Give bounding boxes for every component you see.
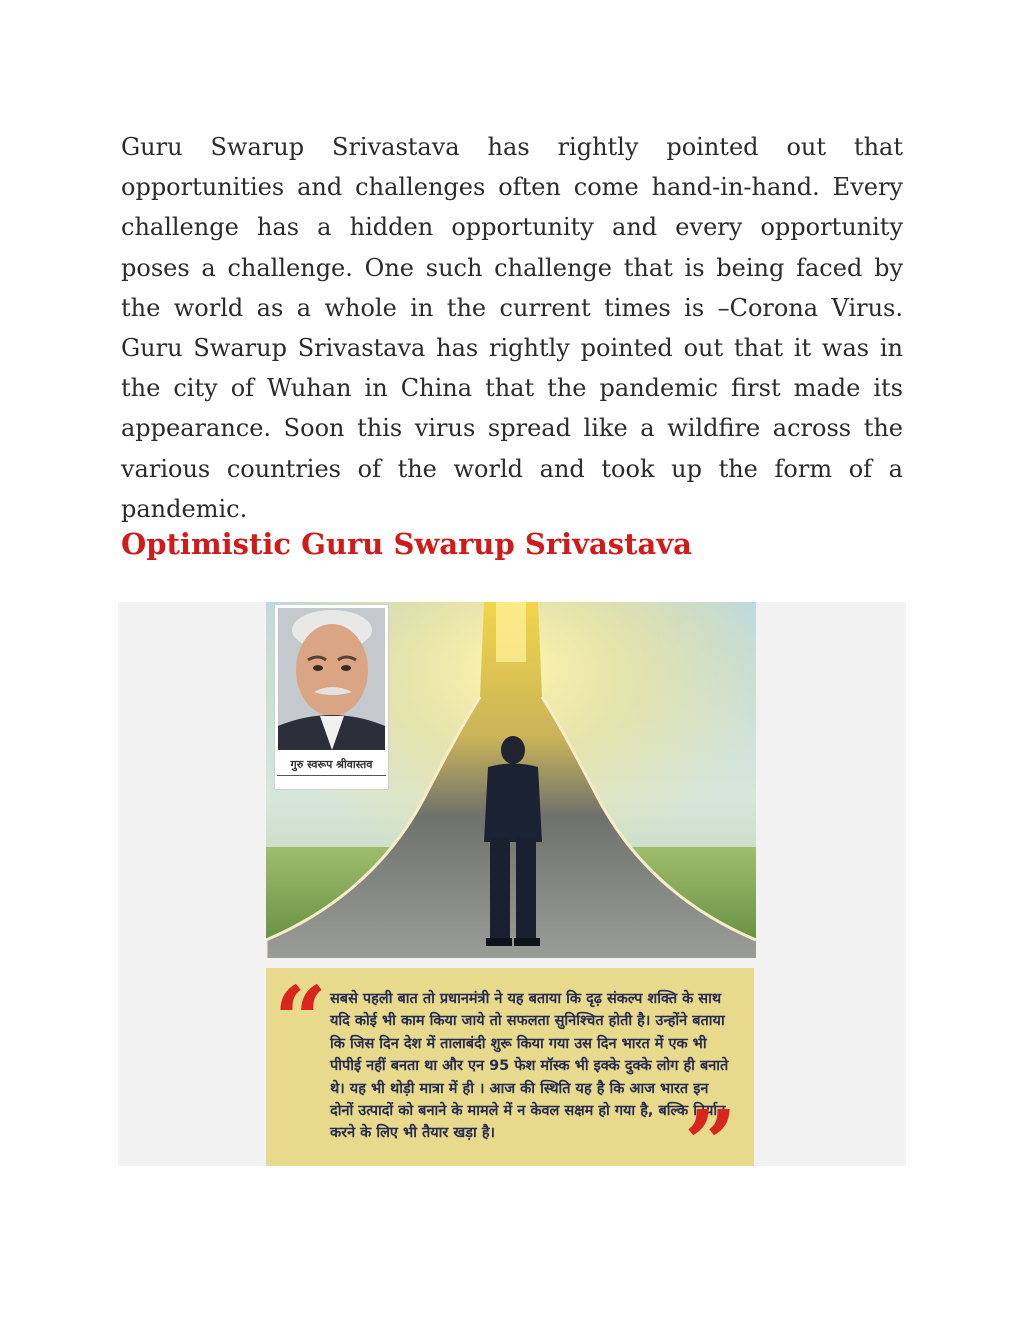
- quote-text: सबसे पहली बात तो प्रधानमंत्री ने यह बताया कि दृढ़ संकल्प शक्ति के साथ यदि कोई भी काम किया जाये तो सफलता सुनिश्चित होती है। उन्होंने बताया कि जिस दिन देश में तालाबंदी शुरू किया गया उस दिन भारत में एक भी पीपीई नहीं बनता था और एन 95 फेश मॉस्क भी इक्के दुक्के लोग ही बनाते थे। यह भी थोड़ी मात्रा में ही । आज की स्थिति यह है कि आज भारत इन दोनों उत्पादों को बनाने के मामले में न केवल सक्षम हो गया है, बल्कि निर्यात करने के लिए भी तैयार खड़ा है।: [330, 991, 729, 1142]
- road-to-light-illustration: [266, 602, 756, 958]
- quote-close-icon: ”: [684, 1090, 737, 1198]
- article-figure: [118, 602, 906, 1198]
- portrait-card: [274, 604, 389, 790]
- portrait-photo: [278, 608, 385, 750]
- portrait-caption: गुरु स्वरूप श्रीवास्तव: [277, 757, 386, 776]
- quote-box: [266, 966, 754, 1198]
- quote-open-icon: “: [274, 966, 327, 1074]
- article-paragraph: Guru Swarup Srivastava has rightly pointed out that opportunities and challenges often come hand-in-hand. Every challenge has a hidden opportunity and every opportunity poses a challenge. One such challenge that is being faced by the world as a whole in the current times is –Corona Virus. Guru Swarup Srivastava has rightly pointed out that it was in the city of Wuhan in China that the pandemic first made its appearance. Soon this virus spread like a wildfire across the various countries of the world and took up the form of a pandemic.: [121, 133, 903, 523]
- section-heading: Optimistic Guru Swarup Srivastava: [121, 527, 692, 561]
